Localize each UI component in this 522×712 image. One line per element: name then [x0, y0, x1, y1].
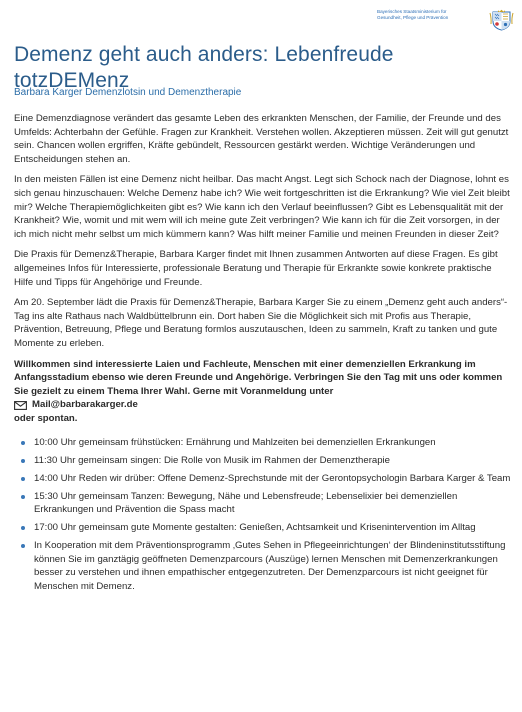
- envelope-icon: [14, 401, 27, 410]
- bavarian-crest-icon: [489, 9, 514, 31]
- schedule-item: 17:00 Uhr gemeinsam gute Momente gestalten: Genießen, Achtsamkeit und Kriseninterventiоn im Alltag: [34, 521, 512, 535]
- schedule-item: In Kooperation mit dem Präventionsprogramm ‚Gutes Sehen in Pflegeeinrichtungen‘ der Blindeninstitutsstiftung können Sie im ganztägig geöffneten Demenzparcours (Auszüge) lernen Menschen mit Demenzerkrankungen besser zu verstehen und ihnen empathischer entgegenzutreten. Der Demenzparcours ist nicht geeignet für Menschen mit Demenz.: [34, 539, 512, 593]
- paragraph-practice: Die Praxis für Demenz&Therapie, Barbara Karger findet mit Ihnen zusammen Antworten auf diese Fragen. Es gibt allgemeines Infos für Interessierte, professionale Beratung und Therapie für Erkrankte sowie konkrete praktische Hilfe und Tipps für Angehörige und Freunde.: [14, 249, 498, 288]
- page-subtitle: Barbara Karger Demenzlotsin und Demenztherapie: [14, 87, 242, 98]
- paragraph-questions: In den meisten Fällen ist eine Demenz nicht heilbar. Das macht Angst. Legt sich Schock nach der Diagnose, lohnt es sich genau hinzuschauen: Welche Demenz habe ich? Wie weit fortgeschritten ist die Erkrankung? Wie viel Zeit bleibt mir? Welche Therapiemöglichkeiten gibt es? Wie kann ich den Verlauf beeinflussen? Gibt es Lebensqualität mit der Krankheit? Wie, womit und mit wem will ich meine gute Zeit verbringen? Wie kann ich für die Zeit vorsorgen, in der ich mich nicht mehr selbst um mich kümmern kann? Was hilft meiner Familie und meinen Freunden in dieser Zeit?: [14, 174, 510, 240]
- schedule-list: [14, 436, 512, 593]
- ministry-name-line1: Bayerisches Staatsministerium für: [377, 9, 447, 14]
- paragraph-event: Am 20. September lädt die Praxis für Demenz&Therapie, Barbara Karger Sie zu einem „Demenz geht auch anders“-Tag ins alte Rathaus nach Waldbüttelbrunn ein. Dort haben Sie die Möglichkeit sich mit Profis aus Therapie, Prävention, Betreuung, Pflege und Beratung formlos auszutauschen, Ideen zu sammeln, Kraft zu tanken und gute Momente zu erleben.: [14, 297, 508, 349]
- email-link[interactable]: [14, 398, 512, 412]
- schedule-item: 10:00 Uhr gemeinsam frühstücken: Ernährung und Mahlzeiten bei demenziellen Erkrankungen: [34, 436, 512, 450]
- invitation-text: Willkommen sind interessierte Laien und Fachleute, Menschen mit einer demenziellen Erkrankung im Anfangsstadium ebenso wie deren Freunde und Angehörige. Verbringen Sie den Tag mit uns oder kommen Sie gezielt zu einem Thema Ihrer Wahl. Gerne mit Voranmeldung unter: [14, 358, 503, 397]
- paragraph-intro: Eine Demenzdiagnose verändert das gesamte Leben des erkrankten Menschen, der Familie, der Freunde und des Umfelds: Achterbahn der Gefühle. Fragen zur Krankheit. Verstehen wollen. Akzeptieren müssen. Zeit will gut genutzt sein. Chancen wollen ergriffen, Kräfte gebündelt, Ressourcen gestärkt werden. Wichtige Veränderungen und Entscheidungen stehen an.: [14, 113, 509, 165]
- invitation-block: [14, 358, 512, 426]
- ministry-logo[interactable]: [377, 9, 514, 31]
- email-address[interactable]: Mail@barbarakarger.de: [32, 399, 138, 411]
- ministry-name: [377, 9, 485, 20]
- schedule-item: 14:00 Uhr Reden wir drüber: Offene Demenz-Sprechstunde mit der Gerontopsychologin Barbara Karger & Team: [34, 473, 511, 485]
- article-body: [14, 112, 512, 598]
- ministry-name-line2: Gesundheit, Pflege und Prävention: [377, 14, 449, 20]
- schedule-item: 11:30 Uhr gemeinsam singen: Die Rolle von Musik im Rahmen der Demenztherapie: [34, 454, 512, 468]
- schedule-item: 15:30 Uhr gemeinsam Tanzen: Bewegung, Nähe und Lebensfreude; Lebenselixier bei demenziellen Erkrankungen und Prävention die Spass macht: [34, 490, 512, 517]
- invitation-closing: oder spontan.: [14, 412, 78, 424]
- page-title: Demenz geht auch anders: Lebenfreude totzDEMenz: [14, 43, 394, 92]
